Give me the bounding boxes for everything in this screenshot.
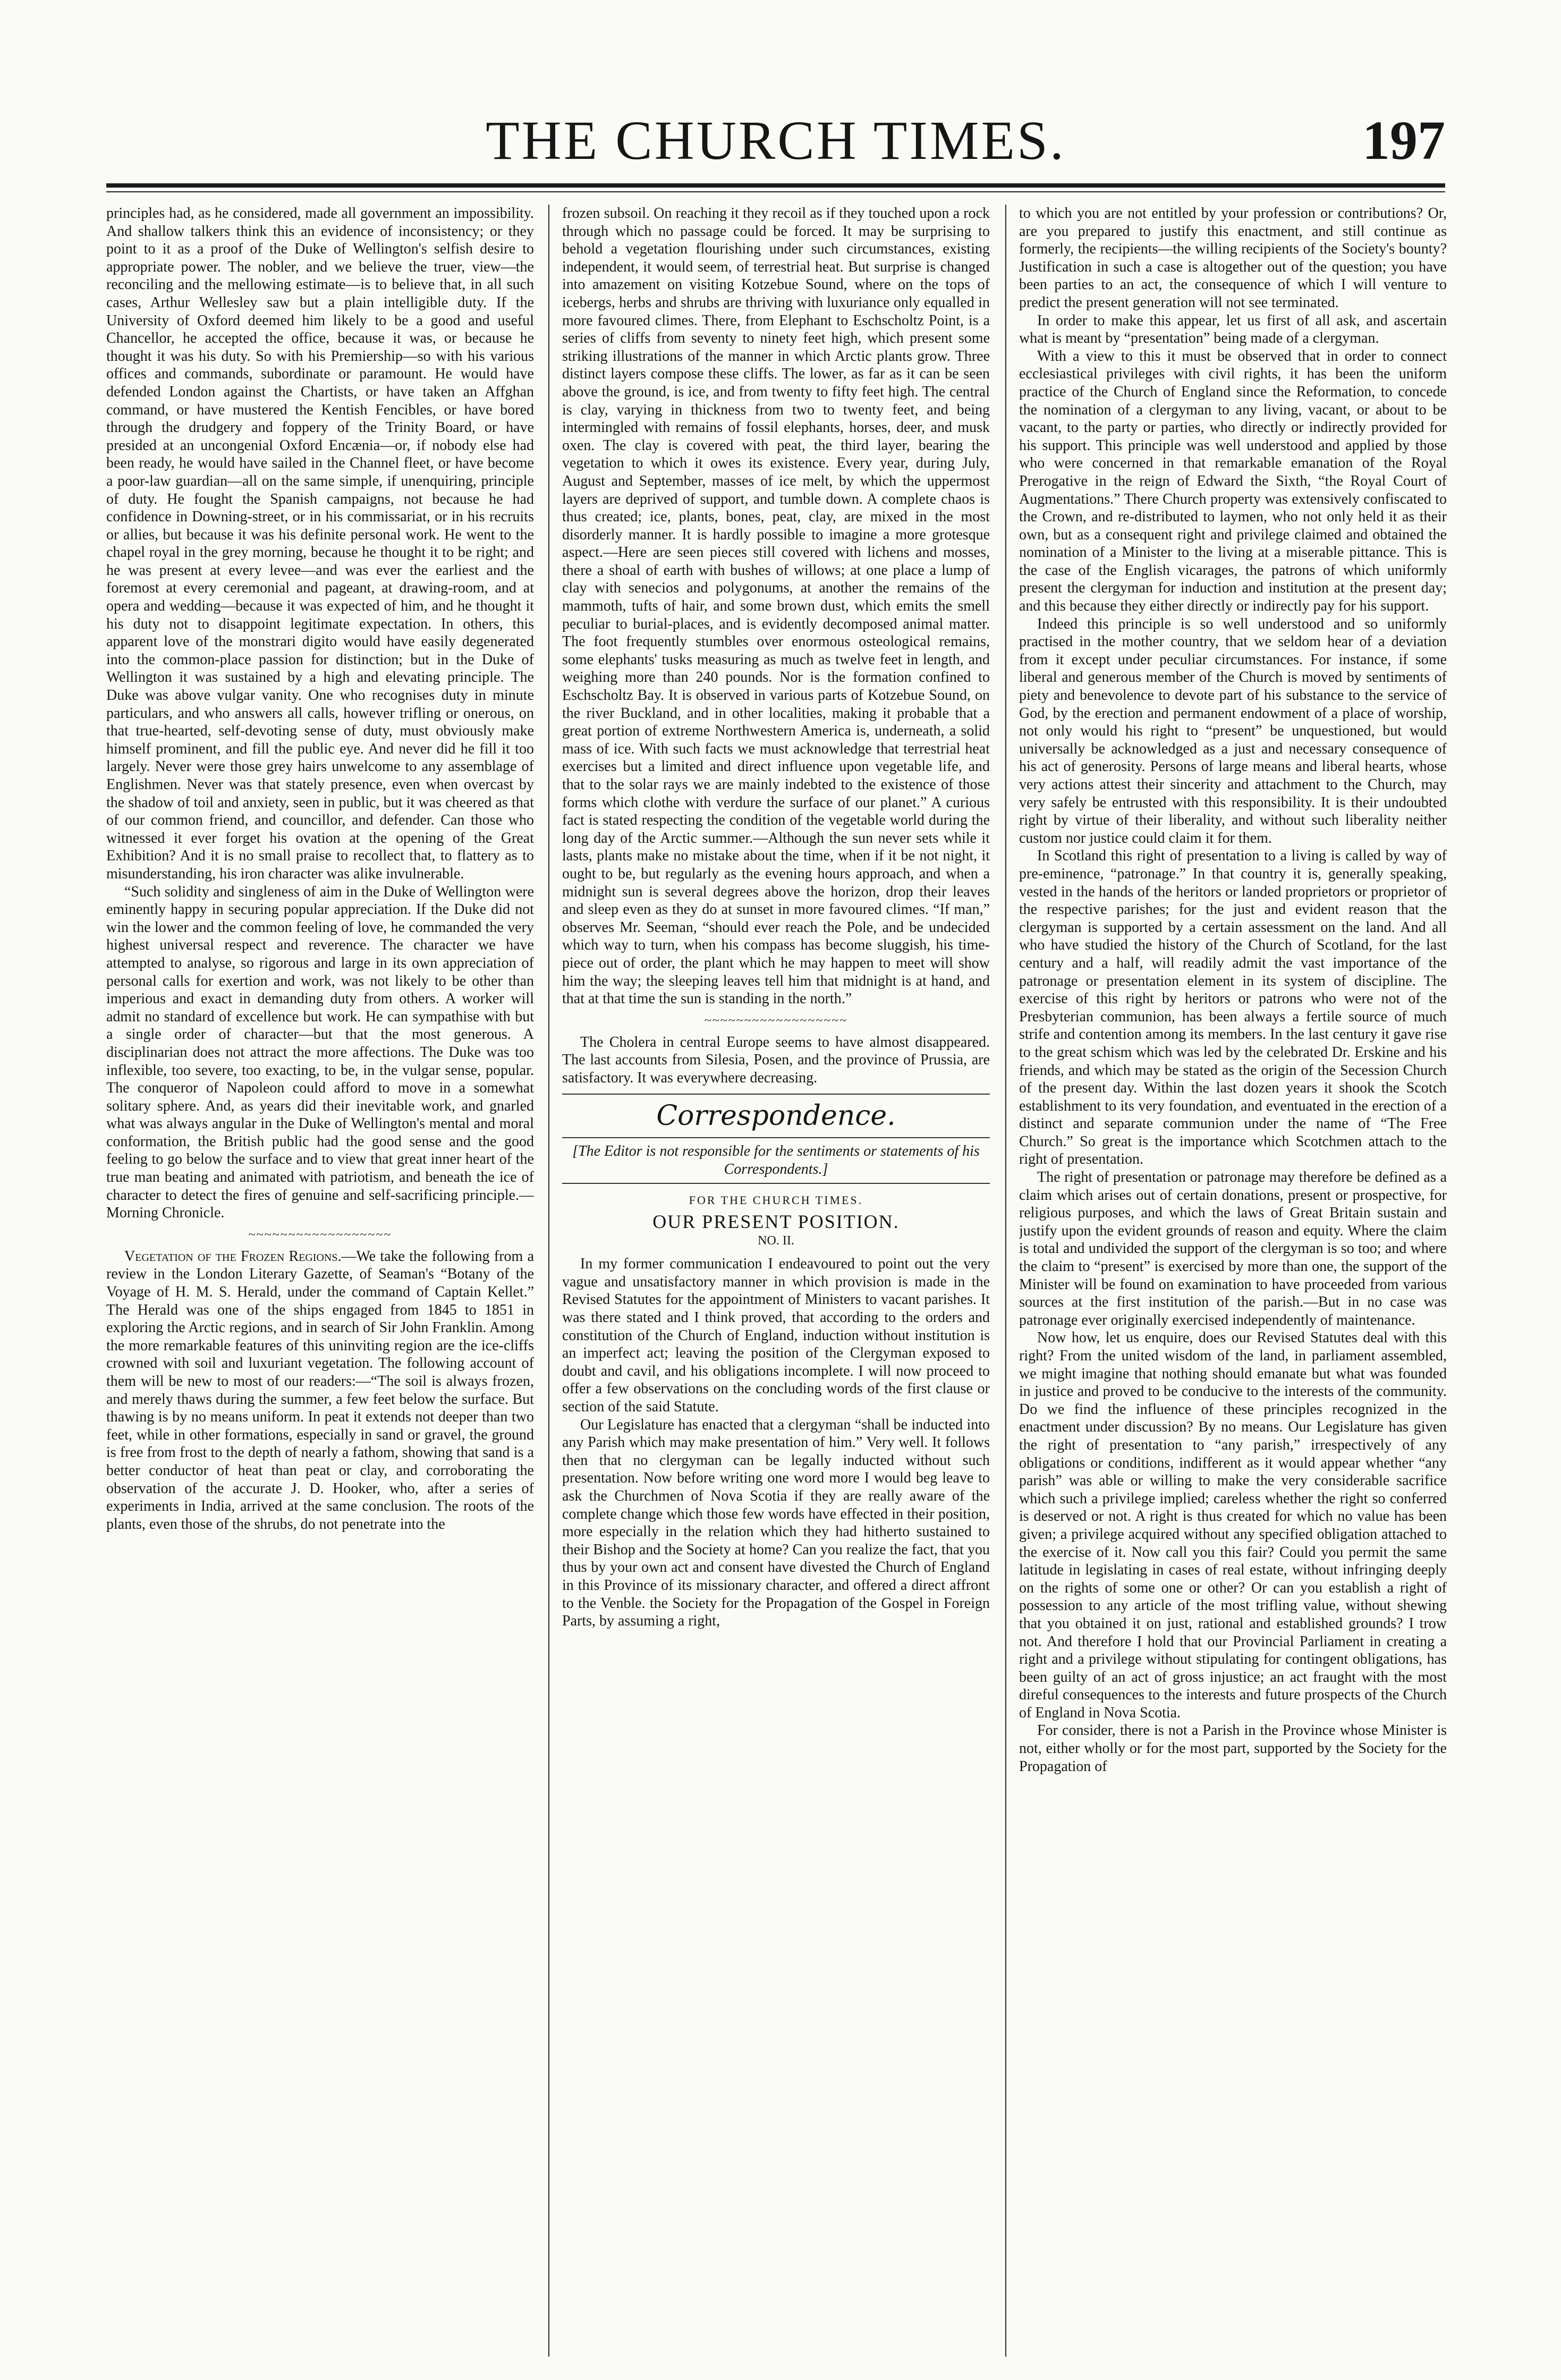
masthead-rule-thin [106,191,1445,192]
article-paragraph: principles had, as he considered, made all government an impossibility. And shallow talkers think this an evidence of inconsistency; or they point to it as a proof of the Duke of Wellington's selfish desire to appropriate power. The nobler, and we believe the truer, view—the reconciling and the mellowing estimate—is to believe that, in all such cases, Arthur Wellesley saw but a plain intelligible duty. If the University of Oxford deemed him likely to be a good and useful Chancellor, he accepted the office, because it was, or because he thought it was his duty. So with his Premiership—so with his various offices and commands, subordinate or paramount. He would have defended London against the Chartists, or have taken an Affghan command, or have mustered the Kentish Fencibles, or have bored through the drudgery and foppery of the Trinity Board, or have presided at an uncongenial Oxford Encænia—or, if nobody else had been ready, he would have sailed in the Channel fleet, or have become a poor-law guardian—all on the same simple, if unenquiring, principle of duty. He fought the Spanish campaigns, not because he had confidence in Downing-street, or in his commissariat, or in his recruits or allies, but because it was his definite personal work. He went to the chapel royal in the grey morning, because he thought it to be right; and he was present at every levee—and was ever the earliest and the foremost at every ceremonial and pageant, at drawing-room, and at opera and wedding—because it was expected of him, and he thought it his duty not to disappoint legitimate expectation. In others, this apparent love of the monstrari digito would have easily degenerated into the common-place passion for distinction; but in the Duke of Wellington it was sustained by a high and elevating principle. The Duke was above vulgar vanity. One who recognises duty in minute particulars, and who answers all calls, however trifling or onerous, on that true-hearted, self-devoting sense of duty, must obviously make himself prominent, and fill the public eye. And never did he fill it too largely. Never were those grey hairs unwelcome to any assemblage of Englishmen. Never was that stately presence, even when overcast by the shadow of toil and anxiety, seen in public, but it was cheered as that of our common friend, and councillor, and defender. Can those who witnessed it ever forget his ovation at the opening of the Great Exhibition? And it is no small praise to recollect that, to flattery as to misunderstanding, his iron character was alike invulnerable. [106,205,534,882]
letter-paragraph: to which you are not entitled by your profession or contributions? Or, are you prepared to justify this enactment, and still continue as formerly, the recipients—the willing recipients of the Society's bounty? Justification in such a case is altogether out of the question; you have been parties to an act, the consequence of which I will venture to predict the present generation will not see terminated. [1019,205,1447,311]
column-1 [106,205,534,2357]
letter-paragraph: In order to make this appear, let us first of all ask, and ascertain what is meant by “presentation” being made of a clergyman. [1019,312,1447,347]
newspaper-title: THE CHURCH TIMES. [486,110,1066,171]
column-3 [1019,205,1447,2357]
article-heading: Vegetation of the Frozen Regions. [124,1248,342,1265]
letter-paragraph: The right of presentation or patronage may therefore be defined as a claim which arises out of certain donations, present or prospective, for religious purposes, and which the laws of Great Britain sustain and justify upon the evident grounds of reason and equity. Where the claim is total and undivided the support of the clergyman is so too; and where the claim to “present” is exercised by more than one, the support of the Minister will be found on examination to have proceeded from various sources at the first institution of the parish.—But in no case was patronage ever originally exercised independently of maintenance. [1019,1169,1447,1328]
page-number: 197 [1362,110,1445,171]
letter-paragraph: In Scotland this right of presentation to a living is called by way of pre-eminence, “patronage.” In that country it is, generally speaking, vested in the hands of the heritors or landed proprietors or proprietor of the respective parishes; for the just and evident reason that the clergyman is supported by a certain assessment on the land. And all who have studied the history of the Church of Scotland, for the last century and a half, will readily admit the vast importance of the patronage or presentation element in its system of discipline. The exercise of this right by heritors or patrons who were not of the Presbyterian communion, has been always a fertile source of much strife and contention among its members. In the last century it gave rise to the great schism which was led by the celebrated Dr. Erskine and his friends, and which may be stated as the origin of the Secession Church of the present day. Within the last dozen years it shook the Scotch establishment to its very foundation, and eventuated in the erection of a distinct and separate communion under the name of “The Free Church.” So great is the importance which Scotchmen attach to the right of presentation. [1019,848,1447,1168]
column-rule-left [548,205,549,2357]
article-text: —We take the following from a review in the London Literary Gazette, of Seaman's “Botany of the Voyage of H. M. S. Herald, under the command of Captain Kellet.” The Herald was one of the ships engaged from 1845 to 1851 in exploring the Arctic regions, and in search of Sir John Franklin. Among the more remarkable features of this uninviting region are the ice-cliffs crowned with soil and luxuriant vegetation. The following account of them will be new to most of our readers:—“The soil is always frozen, and merely thaws during the summer, a few feet below the surface. But thawing is by no means uniform. In peat it extends not deeper than two feet, while in other formations, especially in sand or gravel, the ground is free from frost to the depth of nearly a fathom, showing that sand is a better conductor of heat than peat or clay, and corroborating the observation of the accurate J. D. Hooker, who, after a series of experiments in India, arrived at the same conclusion. The roots of the plants, even those of the shrubs, do not penetrate into the [106,1248,534,1532]
article-paragraph: frozen subsoil. On reaching it they recoil as if they touched upon a rock through which no passage could be forced. It may be surprising to behold a vegetation flourishing under such circumstances, existing independent, it would seem, of terrestrial heat. But surprise is changed into amazement on visiting Kotzebue Sound, where on the tops of icebergs, herbs and shrubs are thriving with luxuriance only equalled in more favoured climes. There, from Elephant to Eschscholtz Point, is a series of cliffs from seventy to ninety feet high, which present some striking illustrations of the manner in which Arctic plants grow. Three distinct layers compose these cliffs. The lower, as far as it can be seen above the ground, is ice, and from twenty to fifty feet high. The central is clay, varying in thickness from two to twenty feet, and being intermingled with remains of fossil elephants, horses, deer, and musk oxen. The clay is covered with peat, the third layer, bearing the vegetation to which it owes its existence. Every year, during July, August and September, masses of ice melt, by which the uppermost layers are deprived of support, and tumble down. A complete chaos is thus created; ice, plants, bones, peat, clay, are mixed in the most disorderly manner. It is hardly possible to imagine a more grotesque aspect.—Here are seen pieces still covered with lichens and mosses, there a shoal of earth with bushes of willows; at one place a lump of clay with senecios and polygonums, at another the remains of the mammoth, tufts of hair, and some brown dust, which emits the smell peculiar to burial-places, and is evidently decomposed animal matter. The foot frequently stumbles over enormous osteological remains, some elephants' tusks measuring as much as twelve feet in length, and weighing more than 240 pounds. Nor is the formation confined to Eschscholtz Bay. It is observed in various parts of Kotzebue Sound, on the river Buckland, and in other localities, making it probable that a great portion of extreme Northwestern America is, underneath, a solid mass of ice. With such facts we must acknowledge that terrestrial heat exercises but a limited and direct influence upon vegetable life, and that to the solar rays we are mainly indebted to the existence of those forms which clothe with verdure the surface of our planet.” A curious fact is stated respecting the condition of the vegetable world during the long day of the Arctic summer.—Although the sun never sets while it lasts, plants make no mistake about the time, when if it be not night, it ought to be, but regularly as the evening hours approach, and when a midnight sun is several degrees above the horizon, drop their leaves and sleep even as they do at sunset in more favoured climes. “If man,” observes Mr. Seeman, “should ever reach the Pole, and be undecided which way to turn, when his compass has become sluggish, his time-piece out of order, the plant which he may happen to meet will show him the way; the sleeping leaves tell him that midnight is at hand, and that at that time the sun is standing in the north.” [562,205,990,1007]
letter-paragraph: For consider, there is not a Parish in the Province whose Minister is not, either wholly or for the most part, supported by the Society for the Propagation of [1019,1722,1447,1775]
byline: FOR THE CHURCH TIMES. [689,1193,863,1207]
column-2 [562,205,990,2357]
letter-paragraph: Now how, let us enquire, does our Revised Statutes deal with this right? From the united wisdom of the land, in parliament assembled, we might imagine that nothing should emanate but what was founded in justice and proved to be conducive to the interests of the community. Do we find the influence of these principles recognized in the enactment under discussion? By no means. Our Legislature has given the right of presentation to “any parish,” irrespectively of any obligations or conditions, indifferent as it would appear whether “any parish” was able or willing to make the very considerable sacrifice which such a privilege implied; careless whether the right so conferred is deserved or not. A right is thus created for which no value has been given; a privilege acquired without any specified obligation attached to the exercise of it. Now call you this fair? Could you permit the same latitude in legislating in cases of real estate, without infringing deeply on the rights of some one or other? Or can you establish a right of possession to any article of the most trifling value, without shewing that you obtained it on just, rational and established grounds? I trow not. And therefore I hold that our Provincial Parliament in creating a right and a privilege without stipulating for contingent obligations, has been guilty of an act of gross injustice; an act fraught with the most direful consequences to the interests and future prospects of the Church of England in Nova Scotia. [1019,1329,1447,1721]
column-rule-right [1005,205,1006,2357]
article-number: NO. II. [758,1233,794,1248]
editor-note: [The Editor is not responsible for the sentiments or statements of his Correspondents.] [562,1137,990,1184]
letter-paragraph: With a view to this it must be observed that in order to connect ecclesiastical privileges with civil rights, it has been the uniform practice of the Church of England since the Reformation, to concede the nomination of a clergyman to any living, vacant, or about to be vacant, to the party or parties, who directly or indirectly provided for his support. This principle was well understood and applied by those who were concerned in that remarkable emanation of the Royal Prerogative in the reign of Edward the Sixth, “the Royal Court of Augmentations.” There Church property was extensively confiscated to the Crown, and re-distributed to laymen, who not only held it as their own, but as a consequent right and privilege claimed and obtained the nomination of a Minister to the living at a miserable pittance. This is the case of the English vicarages, the patrons of which uniformly present the clergyman for induction and institution at the present day; and this because they either directly or indirectly pay for his support. [1019,348,1447,615]
masthead [106,109,1445,189]
article-paragraph [106,1248,534,1534]
article-paragraph: “Such solidity and singleness of aim in the Duke of Wellington were eminently happy in securing popular appreciation. If the Duke did not win the lower and the common feeling of love, he commanded the very highest universal respect and reverence. The character we have attempted to analyse, so rigorous and large in its own appreciation of personal calls for exertion and work, was not likely to be other than imperious and exact in demanding duty from others. A worker will admit no standard of excellence but work. He can sympathise with but a single order of character—but that the most generous. A disciplinarian does not attract the more affections. The Duke was too inflexible, too severe, too exacting, to be, in the vulgar sense, popular. The conqueror of Napoleon could afford to move in a somewhat solitary sphere. And, as years did their inevitable work, and gnarled what was always angular in the Duke of Wellington's mental and moral conformation, the British public had the good sense and the good feeling to go below the surface and to view that great inner heart of the true man beating and animated with patriotism, and beneath the ice of character to detect the fires of genuine and self-sacrificing principle.—Morning Chronicle. [106,883,534,1222]
masthead-rule-thick [106,183,1445,188]
news-paragraph: The Cholera in central Europe seems to have almost disappeared. The last accounts from Silesia, Posen, and the province of Prussia, are satisfactory. It was everywhere decreasing. [562,1034,990,1086]
letter-paragraph: Our Legislature has enacted that a clergyman “shall be inducted into any Parish which may make presentation of him.” Very well. It follows then that no clergyman can be legally inducted without such presentation. Now before writing one word more I would beg leave to ask the Churchmen of Nova Scotia if they are really aware of the complete change which those few words have effected in their position, more especially in the relation which they had hitherto sustained to their Bishop and the Society at home? Can you realize the fact, that you thus by your own act and consent have divested the Church of England in this Province of its missionary character, and offered a direct affront to the Venble. the Society for the Propagation of the Gospel in Foreign Parts, by assuming a right, [562,1416,990,1630]
letter-paragraph: Indeed this principle is so well understood and so uniformly practised in the mother country, that we seldom hear of a deviation from it except under peculiar circumstances. For instance, if some liberal and generous member of the Church is moved by sentiments of piety and benevolence to devote part of his substance to the service of God, by the erection and permanent endowment of a place of worship, not only would his right to “present” be unquestioned, but would universally be acknowledged as a just and necessary consequence of his act of generosity. Persons of large means and liberal hearts, whose very actions attest their sincerity and attachment to the Church, may very safely be entrusted with this responsibility. It is their undoubted right by virtue of their liberality, and without such liberality neither custom nor justice could claim it for them. [1019,615,1447,846]
section-divider: ~~~~~~~~~~~~~~~~~~ [248,1227,392,1242]
section-title: Correspondence. [562,1094,990,1133]
section-divider: ~~~~~~~~~~~~~~~~~~ [704,1013,848,1028]
letter-paragraph: In my former communication I endeavoured to point out the very vague and unsatisfactory manner in which provision is made in the Revised Statutes for the appointment of Ministers to vacant parishes. It was there stated and I think proved, that according to the orders and constitution of the Church of England, induction without institution is an imperfect act; leaving the position of the Clergyman exposed to doubt and cavil, and his obligations incomplete. I will now proceed to offer a few observations on the concluding words of the first clause or section of the said Statute. [562,1256,990,1416]
article-title: OUR PRESENT POSITION. [652,1211,900,1233]
